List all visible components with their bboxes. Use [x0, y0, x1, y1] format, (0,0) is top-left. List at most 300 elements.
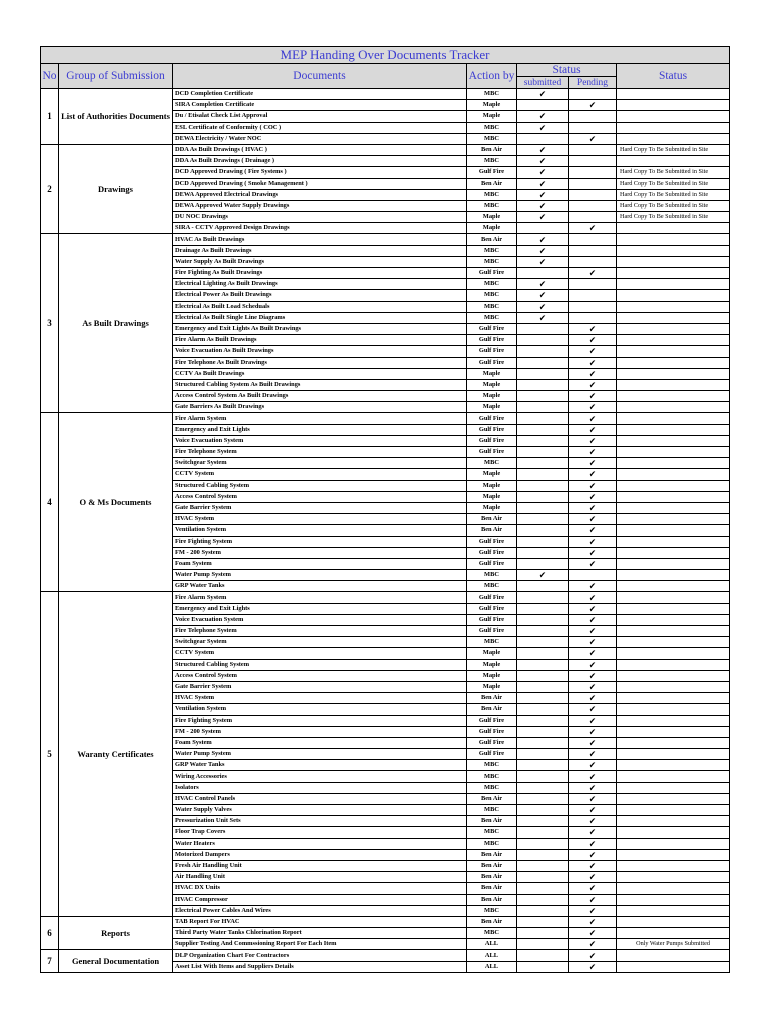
document-name: DEWA Approved Water Supply Drawings: [173, 200, 467, 211]
checkmark-icon: ✔: [538, 234, 547, 245]
pending-cell: [569, 469, 617, 480]
checkmark-icon: ✔: [588, 961, 597, 972]
submitted-cell: [517, 223, 569, 234]
action-by: MBC: [467, 312, 517, 323]
pending-cell: [569, 603, 617, 614]
remark-status: [617, 883, 730, 894]
remark-status: [617, 379, 730, 390]
action-by: MBC: [467, 928, 517, 939]
pending-cell: [569, 883, 617, 894]
checkmark-icon: ✔: [588, 659, 597, 670]
table-row: [41, 89, 730, 100]
submitted-cell: [517, 413, 569, 424]
group-name: As Built Drawings: [59, 234, 173, 413]
remark-status: [617, 581, 730, 592]
pending-cell: [569, 525, 617, 536]
pending-cell: [569, 212, 617, 223]
document-name: Electrical Lighting As Built Drawings: [173, 279, 467, 290]
document-name: DU NOC Drawings: [173, 212, 467, 223]
submitted-cell: [517, 905, 569, 916]
action-by: Gulf Fire: [467, 558, 517, 569]
checkmark-icon: ✔: [588, 357, 597, 368]
document-name: Fire Fighting System: [173, 715, 467, 726]
remark-status: [617, 323, 730, 334]
remark-status: [617, 111, 730, 122]
remark-status: [617, 89, 730, 100]
remark-status: [617, 279, 730, 290]
submitted-cell: [517, 592, 569, 603]
checkmark-icon: ✔: [588, 480, 597, 491]
pending-cell: [569, 223, 617, 234]
action-by: Gulf Fire: [467, 323, 517, 334]
remark-status: [617, 849, 730, 860]
checkmark-icon: ✔: [588, 916, 597, 927]
document-name: Structured Cabling System: [173, 480, 467, 491]
submitted-cell: [517, 603, 569, 614]
checkmark-icon: ✔: [588, 827, 597, 838]
document-name: GRP Water Tanks: [173, 581, 467, 592]
document-name: Foam System: [173, 737, 467, 748]
remark-status: Hard Copy To Be Submitted in Site: [617, 167, 730, 178]
group-number: 7: [41, 950, 59, 972]
document-name: HVAC System: [173, 514, 467, 525]
action-by: Gulf Fire: [467, 547, 517, 558]
checkmark-icon: ✔: [588, 536, 597, 547]
remark-status: [617, 133, 730, 144]
remark-status: [617, 894, 730, 905]
checkmark-icon: ✔: [538, 256, 547, 267]
remark-status: [617, 469, 730, 480]
remark-status: [617, 670, 730, 681]
remark-status: [617, 614, 730, 625]
submitted-cell: [517, 704, 569, 715]
checkmark-icon: ✔: [588, 614, 597, 625]
group-name: Drawings: [59, 144, 173, 234]
remark-status: [617, 827, 730, 838]
pending-cell: [569, 693, 617, 704]
document-name: Voice Evacuation System: [173, 614, 467, 625]
action-by: Ben Air: [467, 693, 517, 704]
pending-cell: [569, 189, 617, 200]
document-name: Gate Barrier System: [173, 502, 467, 513]
checkmark-icon: ✔: [588, 223, 597, 234]
header-action-by: Action by: [467, 64, 517, 89]
pending-cell: [569, 424, 617, 435]
document-name: Voice Evacuation As Built Drawings: [173, 346, 467, 357]
remark-status: [617, 737, 730, 748]
checkmark-icon: ✔: [538, 111, 547, 122]
action-by: Maple: [467, 480, 517, 491]
submitted-cell: [517, 805, 569, 816]
document-name: Structured Cabling System: [173, 659, 467, 670]
submitted-cell: [517, 458, 569, 469]
document-name: DCD Approved Drawing ( Smoke Management ): [173, 178, 467, 189]
submitted-cell: [517, 245, 569, 256]
document-name: ESL Certificate of Conformity ( COC ): [173, 122, 467, 133]
action-by: Gulf Fire: [467, 626, 517, 637]
pending-cell: [569, 122, 617, 133]
group-number: 6: [41, 916, 59, 950]
pending-cell: [569, 447, 617, 458]
document-name: Fire Telephone System: [173, 626, 467, 637]
remark-status: [617, 301, 730, 312]
submitted-cell: [517, 514, 569, 525]
remark-status: [617, 860, 730, 871]
group-number: 4: [41, 413, 59, 592]
pending-cell: [569, 279, 617, 290]
remark-status: [617, 413, 730, 424]
checkmark-icon: ✔: [588, 592, 597, 603]
checkmark-icon: ✔: [588, 547, 597, 558]
checkmark-icon: ✔: [588, 525, 597, 536]
remark-status: [617, 346, 730, 357]
action-by: Gulf Fire: [467, 357, 517, 368]
document-name: Drainage As Built Drawings: [173, 245, 467, 256]
action-by: Ben Air: [467, 793, 517, 804]
checkmark-icon: ✔: [588, 928, 597, 939]
document-name: Ventilation System: [173, 525, 467, 536]
submitted-cell: [517, 122, 569, 133]
action-by: Maple: [467, 111, 517, 122]
submitted-cell: [517, 144, 569, 155]
checkmark-icon: ✔: [588, 894, 597, 905]
action-by: MBC: [467, 905, 517, 916]
submitted-cell: [517, 368, 569, 379]
document-name: DEWA Approved Electrical Drawings: [173, 189, 467, 200]
checkmark-icon: ✔: [538, 189, 547, 200]
remark-status: [617, 268, 730, 279]
action-by: Gulf Fire: [467, 413, 517, 424]
submitted-cell: [517, 346, 569, 357]
document-name: Water Heaters: [173, 838, 467, 849]
action-by: ALL: [467, 950, 517, 961]
action-by: Gulf Fire: [467, 167, 517, 178]
checkmark-icon: ✔: [538, 167, 547, 178]
remark-status: [617, 704, 730, 715]
submitted-cell: [517, 648, 569, 659]
document-name: Third Party Water Tanks Chlorination Report: [173, 928, 467, 939]
action-by: MBC: [467, 122, 517, 133]
checkmark-icon: ✔: [588, 782, 597, 793]
checkmark-icon: ✔: [538, 212, 547, 223]
remark-status: [617, 771, 730, 782]
group-name: Reports: [59, 916, 173, 950]
submitted-cell: [517, 536, 569, 547]
action-by: ALL: [467, 961, 517, 972]
action-by: Maple: [467, 391, 517, 402]
pending-cell: [569, 726, 617, 737]
pending-cell: [569, 435, 617, 446]
submitted-cell: [517, 570, 569, 581]
document-name: DCD Approved Drawing ( Fire Systems ): [173, 167, 467, 178]
submitted-cell: [517, 491, 569, 502]
pending-cell: [569, 402, 617, 413]
document-name: Motorized Dampers: [173, 849, 467, 860]
action-by: MBC: [467, 637, 517, 648]
pending-cell: [569, 894, 617, 905]
submitted-cell: [517, 391, 569, 402]
remark-status: [617, 715, 730, 726]
pending-cell: [569, 100, 617, 111]
remark-status: [617, 905, 730, 916]
remark-status: [617, 749, 730, 760]
submitted-cell: [517, 212, 569, 223]
pending-cell: [569, 849, 617, 860]
document-name: Isolators: [173, 782, 467, 793]
pending-cell: [569, 704, 617, 715]
action-by: Ben Air: [467, 144, 517, 155]
submitted-cell: [517, 626, 569, 637]
remark-status: [617, 402, 730, 413]
remark-status: [617, 693, 730, 704]
submitted-cell: [517, 883, 569, 894]
submitted-cell: [517, 256, 569, 267]
pending-cell: [569, 648, 617, 659]
remark-status: [617, 100, 730, 111]
checkmark-icon: ✔: [588, 883, 597, 894]
action-by: Ben Air: [467, 894, 517, 905]
remark-status: [617, 592, 730, 603]
checkmark-icon: ✔: [588, 939, 597, 950]
checkmark-icon: ✔: [588, 402, 597, 413]
action-by: MBC: [467, 200, 517, 211]
submitted-cell: [517, 558, 569, 569]
remark-status: [617, 391, 730, 402]
pending-cell: [569, 547, 617, 558]
document-name: Fire Alarm As Built Drawings: [173, 335, 467, 346]
checkmark-icon: ✔: [588, 648, 597, 659]
checkmark-icon: ✔: [588, 268, 597, 279]
pending-cell: [569, 928, 617, 939]
submitted-cell: [517, 782, 569, 793]
document-name: Structured Cabling System As Built Drawings: [173, 379, 467, 390]
action-by: MBC: [467, 279, 517, 290]
submitted-cell: [517, 681, 569, 692]
document-name: Fire Telephone System: [173, 447, 467, 458]
group-name: Waranty Certificates: [59, 592, 173, 916]
document-name: FM - 200 System: [173, 547, 467, 558]
document-name: Access Control System: [173, 491, 467, 502]
pending-cell: [569, 558, 617, 569]
action-by: Maple: [467, 670, 517, 681]
submitted-cell: [517, 939, 569, 950]
action-by: Gulf Fire: [467, 737, 517, 748]
action-by: Maple: [467, 659, 517, 670]
submitted-cell: [517, 726, 569, 737]
remark-status: Hard Copy To Be Submitted in Site: [617, 178, 730, 189]
document-name: Access Control System As Built Drawings: [173, 391, 467, 402]
checkmark-icon: ✔: [588, 849, 597, 860]
checkmark-icon: ✔: [538, 290, 547, 301]
document-name: Water Supply As Built Drawings: [173, 256, 467, 267]
pending-cell: [569, 939, 617, 950]
checkmark-icon: ✔: [588, 816, 597, 827]
document-name: Gate Barrier System: [173, 681, 467, 692]
checkmark-icon: ✔: [588, 379, 597, 390]
submitted-cell: [517, 335, 569, 346]
remark-status: [617, 424, 730, 435]
checkmark-icon: ✔: [588, 670, 597, 681]
checkmark-icon: ✔: [588, 805, 597, 816]
pending-cell: [569, 167, 617, 178]
action-by: Maple: [467, 502, 517, 513]
pending-cell: [569, 178, 617, 189]
remark-status: Hard Copy To Be Submitted in Site: [617, 212, 730, 223]
document-name: SIRA Completion Certificate: [173, 100, 467, 111]
checkmark-icon: ✔: [588, 726, 597, 737]
remark-status: [617, 256, 730, 267]
remark-status: [617, 928, 730, 939]
action-by: Ben Air: [467, 704, 517, 715]
submitted-cell: [517, 379, 569, 390]
remark-status: [617, 916, 730, 927]
checkmark-icon: ✔: [538, 245, 547, 256]
action-by: Gulf Fire: [467, 435, 517, 446]
submitted-cell: [517, 749, 569, 760]
submitted-cell: [517, 928, 569, 939]
document-name: Ventilation System: [173, 704, 467, 715]
pending-cell: [569, 793, 617, 804]
submitted-cell: [517, 581, 569, 592]
checkmark-icon: ✔: [588, 603, 597, 614]
submitted-cell: [517, 860, 569, 871]
checkmark-icon: ✔: [588, 133, 597, 144]
checkmark-icon: ✔: [538, 145, 547, 156]
checkmark-icon: ✔: [588, 335, 597, 346]
checkmark-icon: ✔: [588, 491, 597, 502]
remark-status: [617, 223, 730, 234]
checkmark-icon: ✔: [588, 626, 597, 637]
table-row: [41, 413, 730, 424]
pending-cell: [569, 570, 617, 581]
action-by: MBC: [467, 827, 517, 838]
submitted-cell: [517, 737, 569, 748]
submitted-cell: [517, 435, 569, 446]
submitted-cell: [517, 290, 569, 301]
submitted-cell: [517, 301, 569, 312]
group-number: 5: [41, 592, 59, 916]
submitted-cell: [517, 771, 569, 782]
document-name: HVAC Compressor: [173, 894, 467, 905]
remark-status: [617, 950, 730, 961]
checkmark-icon: ✔: [588, 872, 597, 883]
pending-cell: [569, 514, 617, 525]
action-by: Maple: [467, 648, 517, 659]
checkmark-icon: ✔: [588, 737, 597, 748]
document-name: Electrical Power As Built Drawings: [173, 290, 467, 301]
action-by: Ben Air: [467, 514, 517, 525]
submitted-cell: [517, 849, 569, 860]
checkmark-icon: ✔: [588, 447, 597, 458]
pending-cell: [569, 805, 617, 816]
submitted-cell: [517, 402, 569, 413]
action-by: Maple: [467, 469, 517, 480]
pending-cell: [569, 245, 617, 256]
document-name: Electrical Power Cables And Wires: [173, 905, 467, 916]
document-name: Fire Telephone As Built Drawings: [173, 357, 467, 368]
document-name: Gate Barriers As Built Drawings: [173, 402, 467, 413]
checkmark-icon: ✔: [588, 558, 597, 569]
document-name: Access Control System: [173, 670, 467, 681]
action-by: Gulf Fire: [467, 726, 517, 737]
pending-cell: [569, 950, 617, 961]
header-no: No: [41, 64, 59, 89]
document-name: Fire Alarm System: [173, 592, 467, 603]
checkmark-icon: ✔: [588, 749, 597, 760]
remark-status: [617, 335, 730, 346]
pending-cell: [569, 256, 617, 267]
document-name: HVAC DX Units: [173, 883, 467, 894]
document-name: Supplier Testing And Commssioning Report For Each Item: [173, 939, 467, 950]
pending-cell: [569, 491, 617, 502]
remark-status: [617, 681, 730, 692]
remark-status: [617, 525, 730, 536]
submitted-cell: [517, 950, 569, 961]
document-name: Floor Trap Covers: [173, 827, 467, 838]
action-by: Gulf Fire: [467, 715, 517, 726]
pending-cell: [569, 670, 617, 681]
pending-cell: [569, 200, 617, 211]
submitted-cell: [517, 268, 569, 279]
checkmark-icon: ✔: [588, 793, 597, 804]
action-by: MBC: [467, 805, 517, 816]
group-number: 3: [41, 234, 59, 413]
pending-cell: [569, 905, 617, 916]
submitted-cell: [517, 793, 569, 804]
group-name: List of Authorities Documents: [59, 89, 173, 145]
group-number: 2: [41, 144, 59, 234]
action-by: Ben Air: [467, 860, 517, 871]
checkmark-icon: ✔: [588, 950, 597, 961]
action-by: Gulf Fire: [467, 536, 517, 547]
pending-cell: [569, 771, 617, 782]
document-name: Fire Fighting As Built Drawings: [173, 268, 467, 279]
remark-status: [617, 782, 730, 793]
submitted-cell: [517, 525, 569, 536]
pending-cell: [569, 458, 617, 469]
group-name: O & Ms Documents: [59, 413, 173, 592]
pending-cell: [569, 715, 617, 726]
submitted-cell: [517, 234, 569, 245]
submitted-cell: [517, 816, 569, 827]
submitted-cell: [517, 480, 569, 491]
sheet-title: MEP Handing Over Documents Tracker: [41, 47, 730, 64]
checkmark-icon: ✔: [588, 637, 597, 648]
remark-status: [617, 458, 730, 469]
submitted-cell: [517, 827, 569, 838]
pending-cell: [569, 144, 617, 155]
submitted-cell: [517, 111, 569, 122]
action-by: Gulf Fire: [467, 614, 517, 625]
submitted-cell: [517, 424, 569, 435]
pending-cell: [569, 133, 617, 144]
submitted-cell: [517, 200, 569, 211]
pending-cell: [569, 357, 617, 368]
submitted-cell: [517, 167, 569, 178]
action-by: MBC: [467, 189, 517, 200]
remark-status: [617, 726, 730, 737]
document-name: DDA As Built Drawings ( Drainage ): [173, 156, 467, 167]
remark-status: [617, 659, 730, 670]
document-name: HVAC Control Panels: [173, 793, 467, 804]
pending-cell: [569, 290, 617, 301]
header-submitted: submitted: [517, 77, 569, 89]
remark-status: Hard Copy To Be Submitted in Site: [617, 144, 730, 155]
submitted-cell: [517, 279, 569, 290]
action-by: MBC: [467, 760, 517, 771]
remark-status: [617, 156, 730, 167]
pending-cell: [569, 413, 617, 424]
